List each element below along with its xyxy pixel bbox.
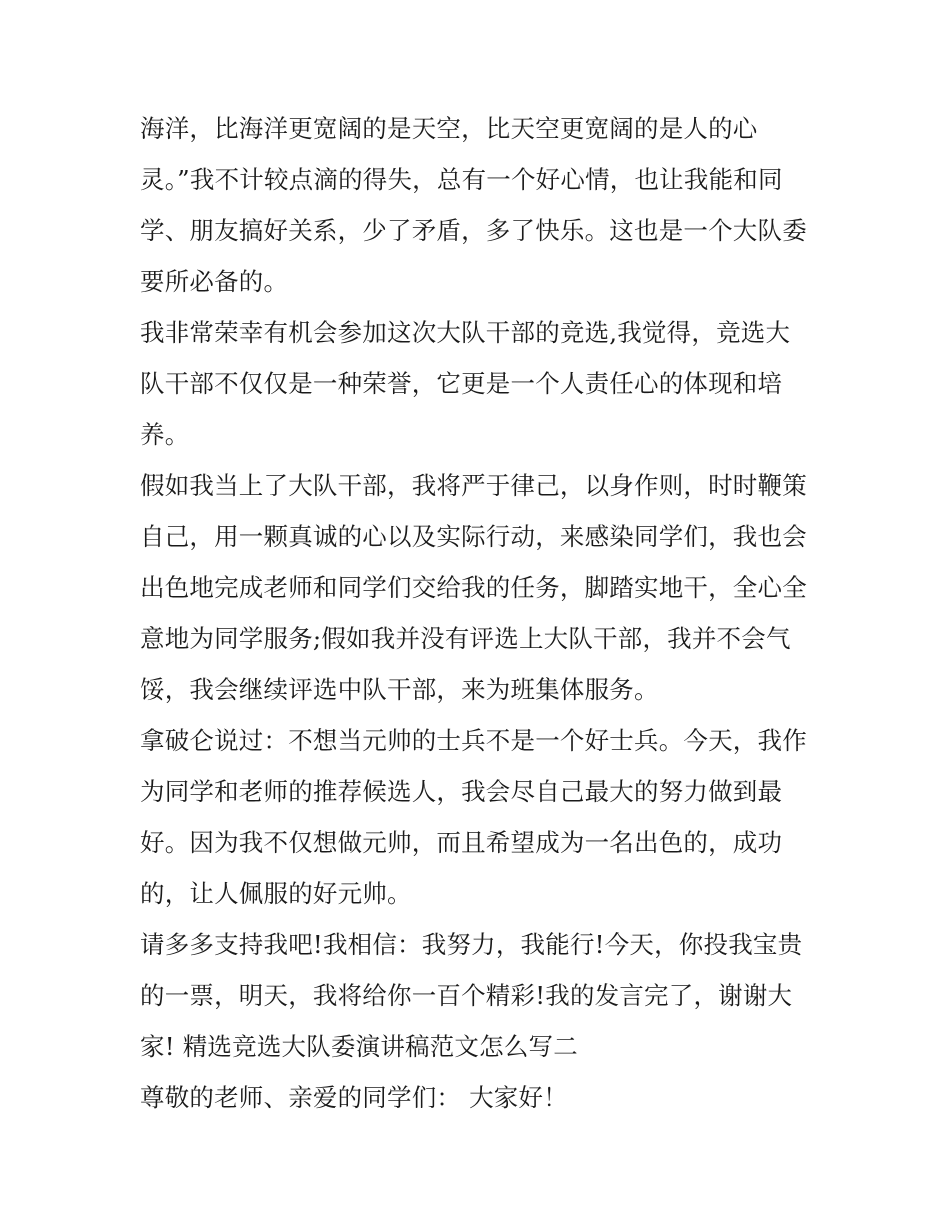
text-line: 自己，用一颗真诚的心以及实际行动，来感染同学们，我也会	[140, 522, 807, 551]
text-line: 拿破仑说过：不想当元帅的士兵不是一个好士兵。今天，我作	[140, 726, 807, 755]
text-line: 馁，我会继续评选中队干部，来为班集体服务。	[140, 675, 659, 704]
text-line: 要所必备的。	[140, 267, 289, 296]
text-line: 好。因为我不仅想做元帅，而且希望成为一名出色的，成功	[140, 828, 783, 857]
text-line: 尊敬的老师、亲爱的同学们： 大家好！	[140, 1083, 568, 1112]
text-line: 灵。”我不计较点滴的得失，总有一个好心情，也让我能和同	[140, 165, 783, 194]
text-line: 出色地完成老师和同学们交给我的任务，脚踏实地干，全心全	[140, 573, 807, 602]
document-body	[140, 103, 820, 1123]
text-line: 的一票，明天，我将给你一百个精彩!我的发言完了，谢谢大	[140, 981, 793, 1010]
text-line: 假如我当上了大队干部，我将严于律己，以身作则，时时鞭策	[140, 471, 807, 500]
text-line: 养。	[140, 420, 190, 449]
text-line: 的，让人佩服的好元帅。	[140, 879, 412, 908]
text-line: 为同学和老师的推荐候选人，我会尽自己最大的努力做到最	[140, 777, 783, 806]
text-line: 意地为同学服务;假如我并没有评选上大队干部，我并不会气	[140, 624, 791, 653]
text-line: 我非常荣幸有机会参加这次大队干部的竞选,我觉得，竞选大	[140, 318, 791, 347]
text-line: 家! 精选竞选大队委演讲稿范文怎么写二	[140, 1032, 578, 1061]
text-line: 队干部不仅仅是一种荣誉，它更是一个人责任心的体现和培	[140, 369, 783, 398]
text-line: 请多多支持我吧!我相信：我努力，我能行!今天，你投我宝贵	[140, 930, 803, 959]
text-line: 海洋，比海洋更宽阔的是天空，比天空更宽阔的是人的心	[140, 114, 758, 143]
text-line: 学、朋友搞好关系，少了矛盾，多了快乐。这也是一个大队委	[140, 216, 807, 245]
